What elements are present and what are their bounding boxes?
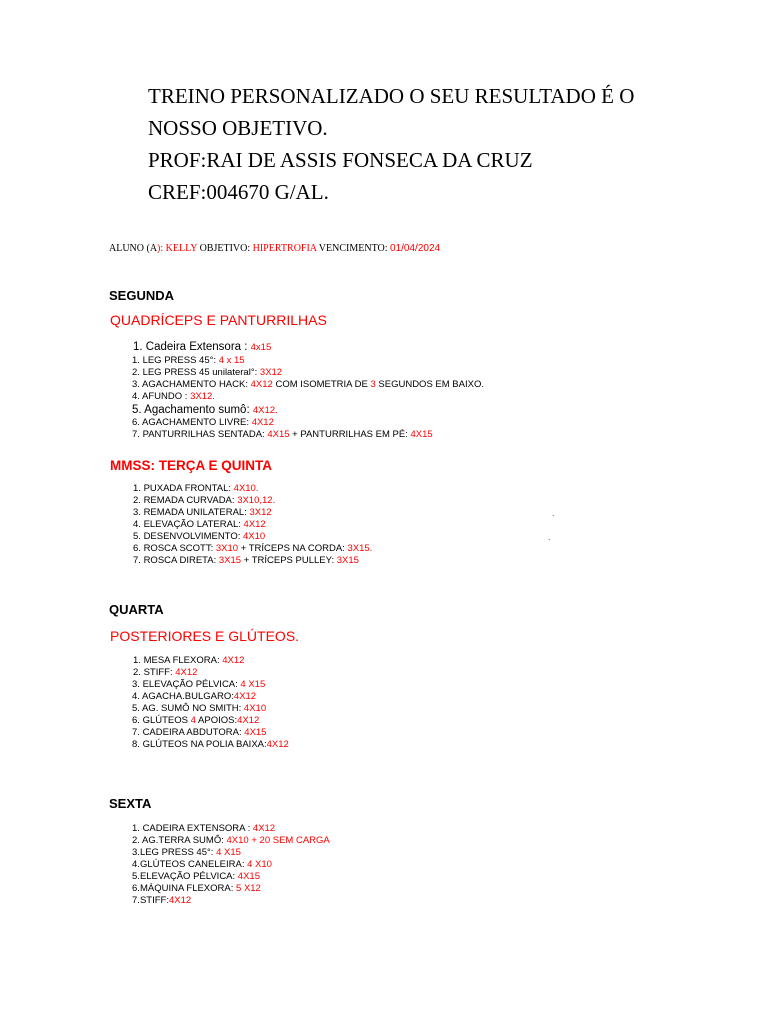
list-item: 2. LEG PRESS 45 unilateral°: 3X12 [132, 367, 283, 378]
list-item: 7. PANTURRILHAS SENTADA: 4X15 + PANTURRILHAS EM PÉ: 4X15 [132, 429, 433, 440]
list-item: 3. REMADA UNILATERAL: 3X12 [133, 507, 272, 518]
objetivo-value: HIPERTROFIA [252, 243, 317, 254]
list-item: 2. REMADA CURVADA: 3X10,12. [133, 495, 276, 506]
list-item: 2. STIFF: 4X12 [133, 667, 198, 678]
header-line: CREF:004670 G/AL. [148, 180, 329, 204]
list-item: 4. AFUNDO : 3X12. [132, 391, 215, 402]
list-item: 6. ROSCA SCOTT: 3X10 + TRÍCEPS NA CORDA: 3X15. [133, 543, 373, 554]
list-item: 1. PUXADA FRONTAL: 4X10. [133, 483, 259, 494]
list-item: 3. AGACHAMENTO HACK: 4X12 COM ISOMETRIA DE 3 SEGUNDOS EM BAIXO. [132, 379, 484, 390]
aluno-paren: ): [157, 243, 166, 254]
exercise-list-segunda [132, 340, 484, 441]
muscle-group-heading: QUADRÍCEPS E PANTURRILHAS [110, 312, 327, 328]
list-item: 7.STIFF:4X12 [132, 895, 192, 906]
list-item: 5. AG. SUMÔ NO SMITH: 4X10 [132, 703, 267, 714]
aluno-label: ALUNO (A [109, 243, 158, 254]
exercise-list-sexta [132, 823, 330, 907]
vencimento-value: 01/04/2024 [390, 243, 441, 254]
list-item: 5. DESENVOLVIMENTO: 4X10 [133, 531, 266, 542]
list-item: 1. LEG PRESS 45°: 4 x 15 [132, 355, 245, 366]
list-item: 6.MÁQUINA FLEXORA: 5 X12 [132, 883, 261, 894]
list-item: 6. GLÚTEOS 4 APOIOS:4X12 [132, 715, 260, 726]
exercise-list-terca-quinta [133, 483, 372, 567]
list-item: 5. Agachamento sumô: 4X12. [132, 404, 278, 416]
objetivo-label: OBJETIVO: [197, 243, 253, 254]
list-item: 2. AG.TERRA SUMÔ: 4X10 + 20 SEM CARGA [132, 835, 330, 846]
document-header [148, 80, 634, 208]
list-item: 1. CADEIRA EXTENSORA : 4X12 [132, 823, 276, 834]
list-item: 8. GLÚTEOS NA POLIA BAIXA:4X12 [132, 739, 289, 750]
muscle-group-heading: MMSS: TERÇA E QUINTA [110, 458, 272, 473]
list-item: 4. ELEVAÇÃO LATERAL: 4X12 [133, 519, 266, 530]
list-item: 4. AGACHA.BULGARO:4X12 [132, 691, 257, 702]
list-item: 1. Cadeira Extensora : 4x15 [133, 341, 272, 353]
list-item: 7. CADEIRA ABDUTORA: 4X15 [132, 727, 267, 738]
muscle-group-heading: POSTERIORES E GLÚTEOS. [110, 628, 300, 644]
student-info [109, 243, 440, 254]
list-item: 3.LEG PRESS 45°: 4 X15 [132, 847, 241, 858]
aluno-value: KELLY [165, 243, 198, 254]
day-heading-quarta: QUARTA [109, 602, 164, 617]
day-heading-segunda: SEGUNDA [109, 288, 175, 303]
header-line: TREINO PERSONALIZADO O SEU RESULTADO É O [148, 84, 635, 108]
exercise-list-quarta [132, 655, 289, 751]
list-item: 4.GLÚTEOS CANELEIRA: 4 X10 [132, 859, 272, 870]
list-item: 6. AGACHAMENTO LIVRE: 4X12 [132, 417, 274, 428]
header-line: NOSSO OBJETIVO. [148, 116, 328, 140]
day-heading-sexta: SEXTA [109, 796, 152, 811]
stray-dot: . [552, 508, 555, 518]
list-item: 7. ROSCA DIRETA: 3X15 + TRÍCEPS PULLEY: 3X15 [133, 555, 359, 566]
vencimento-label: VENCIMENTO: [316, 243, 391, 254]
header-line: PROF:RAI DE ASSIS FONSECA DA CRUZ [148, 148, 533, 172]
stray-dot: . [548, 532, 551, 542]
list-item: 1. MESA FLEXORA: 4X12 [133, 655, 245, 666]
list-item: 3. ELEVAÇÃO PÉLVICA: 4 X15 [132, 679, 266, 690]
list-item: 5.ELEVAÇÃO PÉLVICA: 4X15 [132, 871, 260, 882]
